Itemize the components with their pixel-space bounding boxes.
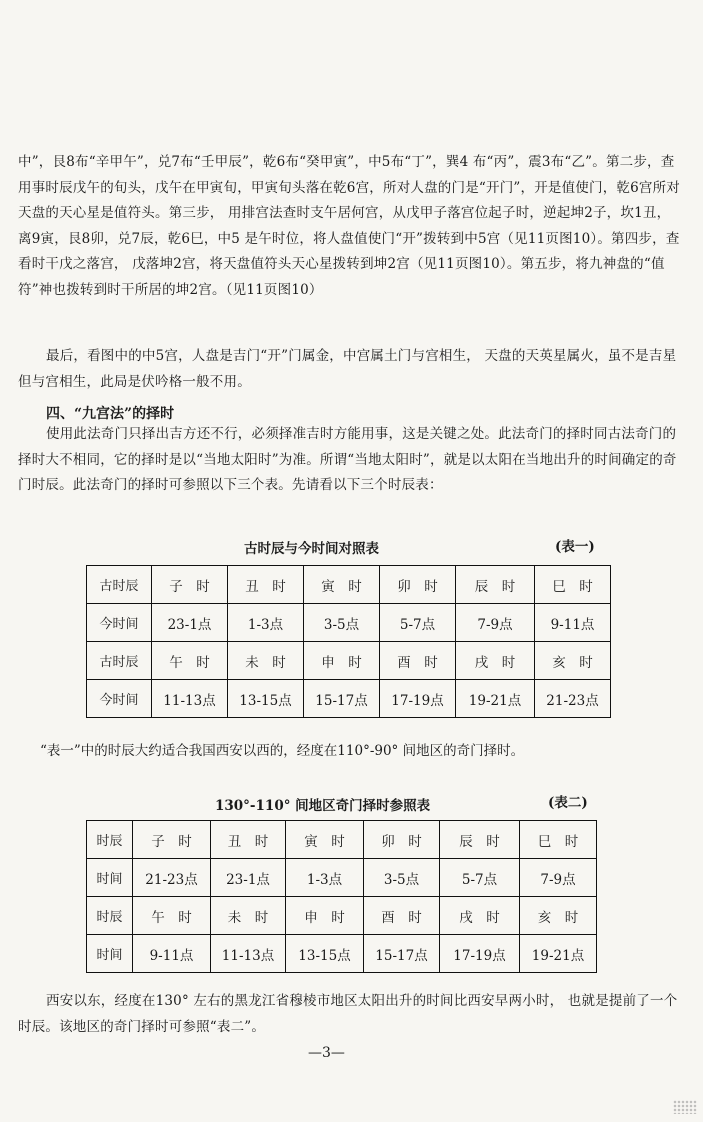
- paragraph-time-selection: 使用此法奇门只择出吉方还不行，必须择准吉时方能用事，这是关键之处。此法奇门的择时同古法奇门的择时大不相同，它的择时是以“当地太阳时”为准。所谓“当地太阳时”，就是以太阳在当地出升的时间确定的奇门时辰。此法奇门的择时可参照以下三个表。先请看以下三个时辰表：: [18, 426, 677, 494]
- table-cell: 辰 时: [456, 566, 535, 604]
- table-row: [87, 821, 597, 859]
- table-cell: 3-5点: [364, 859, 440, 897]
- table-cell: 时间: [87, 935, 133, 973]
- table-cell: 申 时: [304, 642, 380, 680]
- table-cell: 寅 时: [304, 566, 380, 604]
- table-cell: 古时辰: [87, 566, 152, 604]
- table1-tag: (表一): [555, 539, 595, 555]
- table-cell: 子 时: [152, 566, 228, 604]
- page-number: —3—: [308, 1045, 345, 1061]
- table-cell: 17-19点: [440, 935, 520, 973]
- table-cell: 今时间: [87, 604, 152, 642]
- table-row: [87, 642, 611, 680]
- table-cell: 7-9点: [520, 859, 597, 897]
- table-cell: 未 时: [228, 642, 304, 680]
- table-cell: 酉 时: [380, 642, 456, 680]
- table-cell: 15-17点: [304, 680, 380, 718]
- time-comparison-table: [86, 565, 611, 718]
- table-cell: 丑 时: [228, 566, 304, 604]
- table-cell: 卯 时: [380, 566, 456, 604]
- table-cell: 1-3点: [228, 604, 304, 642]
- time-reference-table: [86, 820, 597, 973]
- paragraph-conclusion: 最后，看图中的中5宫，人盘是吉门“开”门属金，中宫属土门与宫相生， 天盘的天英星属火，虽不是吉星但与宫相生，此局是伏吟格一般不用。: [18, 348, 677, 390]
- table-cell: 9-11点: [133, 935, 211, 973]
- paragraph-step-description: 中”，艮8布“辛甲午”，兑7布“壬甲辰”，乾6布“癸甲寅”，中5布“丁”，巽4 布“丙”，震3布“乙”。第二步，查用事时辰戊午的旬头，戊午在甲寅旬，甲寅旬头落在乾6宫，所对人盘的门是“开门”，开是值使门，乾6宫所对天盘的天心星是值符头。第三步， 用排宫法查时支午居何宫，从戊甲子落宫位起子时，逆起坤2子，坎1丑，离9寅，艮8卯，兑7辰，乾6巳，中5 是午时位，将人盘值使门“开”拨转到中5宫（见11页图10）。第四步，查看时干戊之落宫， 戊落坤2宫，将天盘值符头天心星拨转到坤2宫（见11页图10）。第五步，将九神盘的“值符”神也拨转到时干所居的坤2宫。（见11页图10）: [18, 154, 680, 298]
- table-cell: 申 时: [286, 897, 364, 935]
- table-cell: 7-9点: [456, 604, 535, 642]
- table-cell: 时辰: [87, 821, 133, 859]
- table-cell: 13-15点: [228, 680, 304, 718]
- table-cell: 21-23点: [133, 859, 211, 897]
- table-row: [87, 935, 597, 973]
- table-cell: 巳 时: [520, 821, 597, 859]
- table2-caption: 130°-110° 间地区奇门择时参照表: [215, 798, 431, 814]
- table-row: [87, 566, 611, 604]
- table-row: [87, 859, 597, 897]
- table-cell: 3-5点: [304, 604, 380, 642]
- table-cell: 15-17点: [364, 935, 440, 973]
- table-cell: 今时间: [87, 680, 152, 718]
- table-cell: 19-21点: [456, 680, 535, 718]
- table-cell: 时辰: [87, 897, 133, 935]
- table-cell: 古时辰: [87, 642, 152, 680]
- table-cell: 时间: [87, 859, 133, 897]
- table-cell: 戌 时: [440, 897, 520, 935]
- table-cell: 11-13点: [211, 935, 286, 973]
- table-cell: 11-13点: [152, 680, 228, 718]
- section-heading: 四、“九宫法”的择时: [46, 406, 175, 422]
- table-cell: 寅 时: [286, 821, 364, 859]
- table-cell: 5-7点: [440, 859, 520, 897]
- table-cell: 23-1点: [152, 604, 228, 642]
- table-cell: 21-23点: [535, 680, 611, 718]
- table1-caption: 古时辰与今时间对照表: [244, 541, 379, 557]
- table-cell: 巳 时: [535, 566, 611, 604]
- table-cell: 午 时: [133, 897, 211, 935]
- table-cell: 午 时: [152, 642, 228, 680]
- table-row: [87, 680, 611, 718]
- table-cell: 卯 时: [364, 821, 440, 859]
- table-row: [87, 604, 611, 642]
- scan-speck: [673, 1100, 697, 1114]
- table2-tag: (表二): [548, 795, 588, 811]
- paragraph-closing: 西安以东，经度在130° 左右的黑龙江省穆棱市地区太阳出升的时间比西安早两小时， 也就是提前了一个时辰。该地区的奇门择时可参照“表二”。: [18, 993, 678, 1035]
- table-cell: 13-15点: [286, 935, 364, 973]
- table-cell: 酉 时: [364, 897, 440, 935]
- table-cell: 9-11点: [535, 604, 611, 642]
- table-cell: 1-3点: [286, 859, 364, 897]
- table-row: [87, 897, 597, 935]
- table-cell: 辰 时: [440, 821, 520, 859]
- table-cell: 子 时: [133, 821, 211, 859]
- table-cell: 丑 时: [211, 821, 286, 859]
- table-cell: 5-7点: [380, 604, 456, 642]
- table-cell: 19-21点: [520, 935, 597, 973]
- table-cell: 戌 时: [456, 642, 535, 680]
- table-cell: 亥 时: [520, 897, 597, 935]
- table-cell: 17-19点: [380, 680, 456, 718]
- table-cell: 未 时: [211, 897, 286, 935]
- table-cell: 亥 时: [535, 642, 611, 680]
- table1-note: “表一”中的时辰大约适合我国西安以西的，经度在110°-90° 间地区的奇门择时。: [40, 743, 525, 759]
- table-cell: 23-1点: [211, 859, 286, 897]
